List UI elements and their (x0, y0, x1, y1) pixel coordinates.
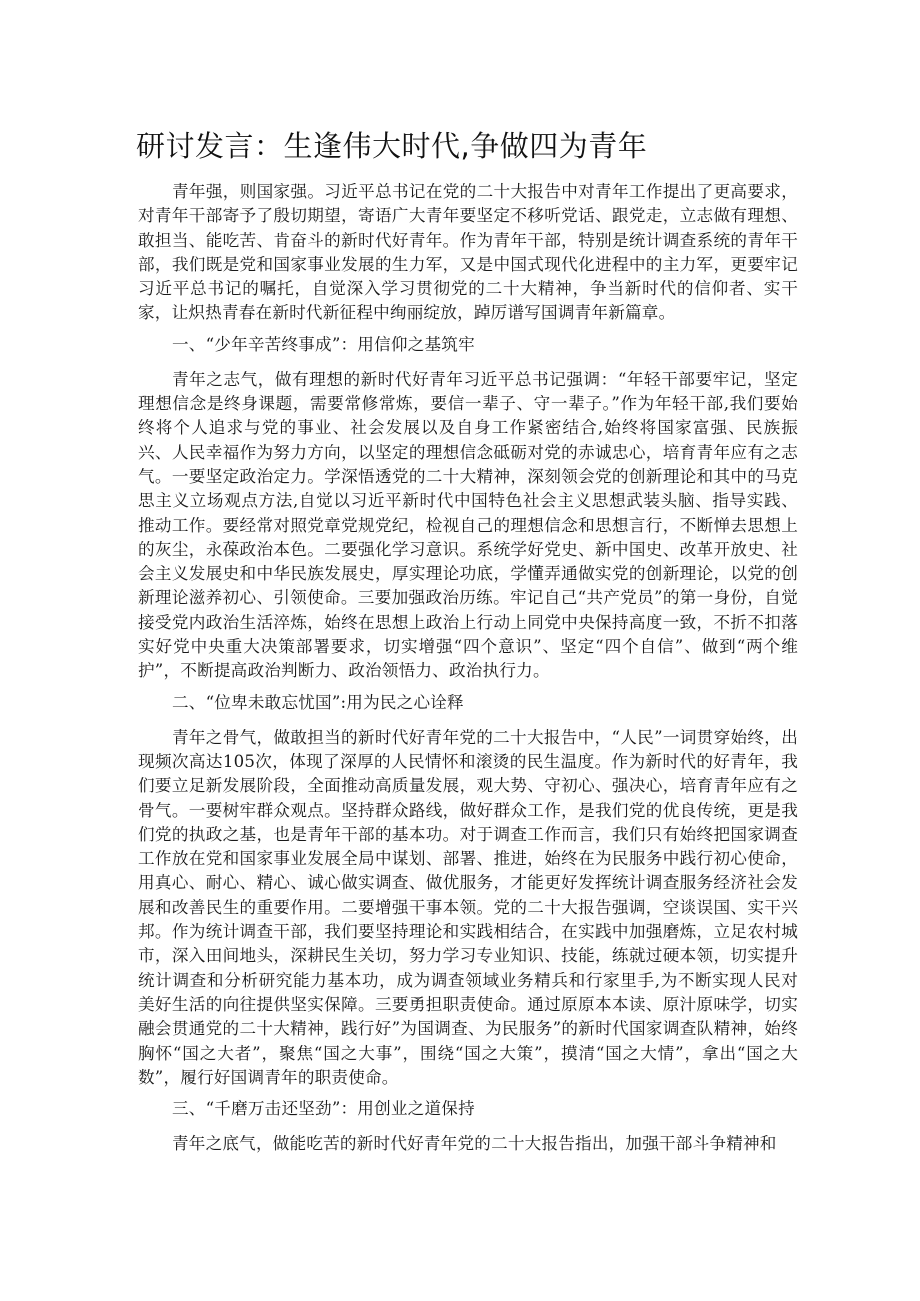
section-heading-2: 二、“位卑未敢忘忧国”:用为民之心诠释 (172, 692, 464, 712)
section-heading-1: 一、“少年辛苦终事成”：用信仰之基筑牢 (172, 334, 475, 354)
document-title: 研讨发言：生逢伟大时代,争做四为青年 (136, 129, 648, 163)
section-body-2: 青年之骨气，做敢担当的新时代好青年党的二十大报告中，“人民”一词贯穿始终，出现频次高达105次，体现了深厚的人民情怀和滚烫的民生温度。作为新时代的好青年，我们要立足新发展阶段，全面推动高质量发展，观大势、守初心、强决心，培育青年应有之骨气。一要树牢群众观点。坚持群众路线，做好群众工作，是我们党的优良传统，更是我们党的执政之基，也是青年干部的基本功。对于调查工作而言，我们只有始终把国家调查工作放在党和国家事业发展全局中谋划、部署、推进，始终在为民服务中践行初心使命，用真心、耐心、精心、诚心做实调查、做优服务，才能更好发挥统计调查服务经济社会发展和改善民生的重要作用。二要增强干事本领。党的二十大报告强调，空谈误国、实干兴邦。作为统计调查干部，我们要坚持理论和实践相结合，在实践中加强磨炼，立足农村城市，深入田间地头，深耕民生关切，努力学习专业知识、技能，练就过硬本领，切实提升统计调查和分析研究能力基本功，成为调查领域业务精兵和行家里手,为不断实现人民对美好生活的向往提供坚实保障。三要勇担职责使命。通过原原本本读、原汁原味学，切实融会贯通党的二十大精神，践行好”为国调查、为民服务”的新时代国家调查队精神，始终胸怀“国之大者”，聚焦“国之大事”，围绕“国之大策”，摸清“国之大情”，拿出“国之大数”，履行好国调青年的职责使命。 (138, 727, 798, 1087)
section-heading-3: 三、“千磨万击还坚劲”：用创业之道保持 (172, 1099, 475, 1119)
intro-paragraph: 青年强，则国家强。习近平总书记在党的二十大报告中对青年工作提出了更高要求，对青年干部寄予了殷切期望，寄语广大青年要坚定不移听党话、跟党走，立志做有理想、敢担当、能吃苦、肯奋斗的新时代好青年。作为青年干部，特别是统计调查系统的青年干部，我们既是党和国家事业发展的生力军，又是中国式现代化进程中的主力军，更要牢记习近平总书记的嘱托，自觉深入学习贯彻党的二十大精神，争当新时代的信仰者、实干家，让炽热青春在新时代新征程中绚丽绽放，踔厉谱写国调青年新篇章。 (138, 182, 798, 323)
document-body (138, 180, 798, 1162)
section-body-3: 青年之底气，做能吃苦的新时代好青年党的二十大报告指出，加强干部斗争精神和 (172, 1134, 777, 1154)
section-body-1: 青年之志气，做有理想的新时代好青年习近平总书记强调：“年轻干部要牢记，坚定理想信念是终身课题，需要常修常炼，要信一辈子、守一辈子。”作为年轻干部,我们要始终将个人追求与党的事业、社会发展以及自身工作紧密结合,始终将国家富强、民族振兴、人民幸福作为努力方向，以坚定的理想信念砥砺对党的赤诚忠心，培育青年应有之志气。一要坚定政治定力。学深悟透党的二十大精神，深刻领会党的创新理论和其中的马克思主义立场观点方法,自觉以习近平新时代中国特色社会主义思想武装头脑、指导实践、推动工作。要经常对照党章党规党纪，检视自己的理想信念和思想言行，不断惮去思想上的灰尘，永葆政治本色。二要强化学习意识。系统学好党史、新中国史、改革开放史、社会主义发展史和中华民族发展史，厚实理论功底，学懂弄通做实党的创新理论，以党的创新理论滋养初心、引领使命。三要加强政治历练。牢记自己“共产党员”的第一身份，自觉接受党内政治生活淬炼，始终在思想上政治上行动上同党中央保持高度一致，不折不扣落实好党中央重大决策部署要求，切实增强“四个意识”、坚定“四个自信”、做到“两个维护”，不断提高政治判断力、政治领悟力、政治执行力。 (138, 369, 798, 681)
